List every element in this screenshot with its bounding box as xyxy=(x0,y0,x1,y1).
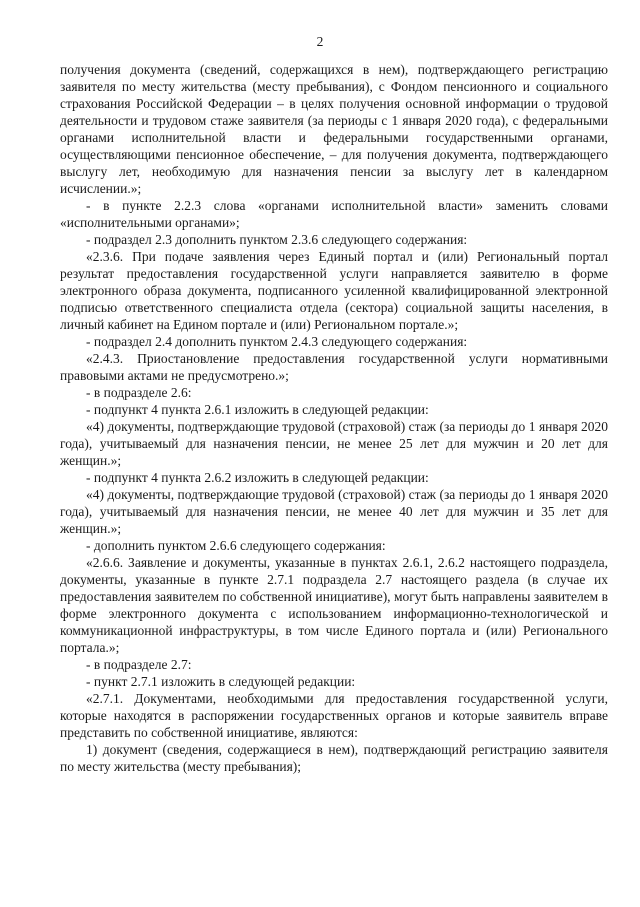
paragraph-17: 1) документ (сведения, содержащиеся в нем), подтверждающий регистрацию заявителя по месту жительства (месту пребывания); xyxy=(60,742,608,774)
paragraph-6: «2.4.3. Приостановление предоставления государственной услуги нормативными правовыми актами не предусмотрено.»; xyxy=(60,351,608,383)
paragraph-12: - дополнить пунктом 2.6.6 следующего содержания: xyxy=(86,538,386,553)
paragraph-16: «2.7.1. Документами, необходимыми для предоставления государственной услуги, которые находятся в распоряжении государственных органов и которые заявитель вправе представить по собственной инициативе, являются: xyxy=(60,691,608,740)
paragraph-4: «2.3.6. При подаче заявления через Единый портал и (или) Региональный портал результат предоставления государственной услуги направляется заявителю в форме электронного образа документа, подписанного усиленной квалифицированной электронной подписью ответственного специалиста отдела (сектора) социальной защиты населения, в личный кабинет на Едином портале и (или) Региональном портале.»; xyxy=(60,249,608,332)
paragraph-9: «4) документы, подтверждающие трудовой (страховой) стаж (за периоды до 1 января 2020 года), учитываемый для назначения пенсии, не менее 25 лет для мужчин и 20 лет для женщин.»; xyxy=(60,419,608,468)
paragraph-14: - в подразделе 2.7: xyxy=(86,657,192,672)
paragraph-7: - в подразделе 2.6: xyxy=(86,385,192,400)
document-body xyxy=(60,61,608,775)
paragraph-8: - подпункт 4 пункта 2.6.1 изложить в следующей редакции: xyxy=(86,402,429,417)
paragraph-15: - пункт 2.7.1 изложить в следующей редакции: xyxy=(86,674,356,689)
paragraph-1: получения документа (сведений, содержащихся в нем), подтверждающего регистрацию заявителя по месту жительства (месту пребывания), с Фондом пенсионного и социального страхования Российской Федерации – в целях получения основной информации о трудовой деятельности и трудовом стаже заявителя (за периоды с 1 января 2020 года), с федеральными органами исполнительной власти и федеральными государственными органами, осуществляющими пенсионное обеспечение, – для получения документа, подтверждающего выслугу лет, необходимую для назначения пенсии за выслугу лет в календарном исчислении.»; xyxy=(60,62,608,196)
paragraph-3: - подраздел 2.3 дополнить пунктом 2.3.6 следующего содержания: xyxy=(86,232,468,247)
paragraph-2: - в пункте 2.2.3 слова «органами исполнительной власти» заменить словами «исполнительными органами»; xyxy=(60,198,608,230)
page-number: 2 xyxy=(316,34,324,49)
paragraph-11: «4) документы, подтверждающие трудовой (страховой) стаж (за периоды до 1 января 2020 года), учитываемый для назначения пенсии, не менее 40 лет для мужчин и 35 лет для женщин.»; xyxy=(60,487,608,536)
paragraph-10: - подпункт 4 пункта 2.6.2 изложить в следующей редакции: xyxy=(86,470,429,485)
paragraph-13: «2.6.6. Заявление и документы, указанные в пунктах 2.6.1, 2.6.2 настоящего подраздела, документы, указанные в пункте 2.7.1 подраздела 2.7 настоящего раздела (в случае их предоставления заявителем по собственной инициативе), могут быть направлены заявителем в форме электронного документа с использованием информационно-технологической и коммуникационной инфраструктуры, в том числе Единого портала и (или) Регионального портала.»; xyxy=(60,555,608,655)
paragraph-5: - подраздел 2.4 дополнить пунктом 2.4.3 следующего содержания: xyxy=(86,334,468,349)
